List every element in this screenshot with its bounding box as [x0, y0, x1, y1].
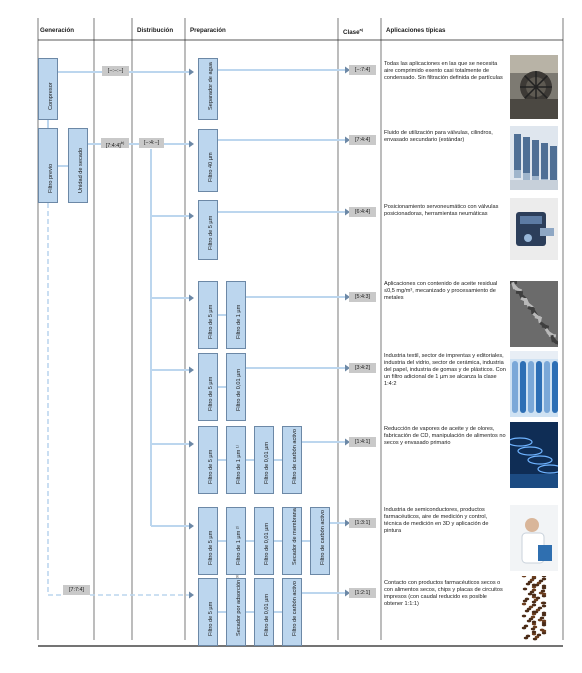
filter-box [254, 507, 274, 575]
filter-label: Filtro de 1 µm [236, 304, 242, 339]
class-tag-after-dryer [101, 138, 129, 148]
compresor-box [38, 58, 58, 120]
filter-label: Secador por adsorción ³⁾ [236, 574, 242, 636]
filter-box [282, 578, 302, 646]
application-photo [510, 576, 558, 642]
filter-box [226, 507, 246, 575]
header-clase-sup: a) [359, 27, 364, 32]
compresor-label: Compresor [48, 81, 54, 110]
filter-box [198, 578, 218, 646]
arrow-icon [189, 69, 194, 76]
application-text: Todas las aplicaciones en las que se necesita aire comprimido exento casi totalmente de condensado. Sin filtración definida de partículas [384, 61, 503, 82]
filter-box [226, 426, 246, 494]
application-text: Fluido de utilización para válvulas, cilindros, envasado secundario (estándar) [384, 130, 493, 144]
application-photo [510, 281, 558, 347]
filter-box [282, 507, 302, 575]
filter-box [282, 426, 302, 494]
filter-box [198, 129, 218, 192]
arrow-icon [189, 141, 194, 148]
header-applications: Aplicaciones típicas [386, 27, 446, 34]
header-preparation: Preparación [190, 27, 226, 34]
filter-box [198, 200, 218, 260]
class-tag-top: [−:−:−] [102, 66, 129, 76]
application-text: Aplicaciones con contenido de aceite residual ≤0,5 mg/m³, mecanizado y procesamiento de metales [384, 281, 498, 302]
class-tag: [5:4:3] [349, 292, 376, 302]
arrow-icon [189, 592, 194, 599]
class-tag: [6:4:4] [349, 207, 376, 217]
unidad-secado-label: Unidad de secado [78, 147, 84, 193]
filter-label: Filtro de 5 µm [208, 449, 214, 484]
filter-label: Filtro de 0,01 µm [264, 522, 270, 565]
filter-label: Filtro de carbón activo [320, 509, 326, 565]
filter-box [198, 426, 218, 494]
filter-label: Secador de membrana [292, 507, 298, 565]
filter-label: Filtro de 0,01 µm [236, 368, 242, 411]
filter-label: Filtro de 0,01 µm [264, 593, 270, 636]
application-photo [510, 55, 558, 119]
filter-label: Filtro 40 µm [208, 151, 214, 182]
application-photo [510, 351, 558, 417]
filter-label: Filtro de 1 µm ¹⁾ [236, 444, 242, 484]
filter-label: Filtro de 1 µm ²⁾ [236, 525, 242, 565]
filter-box [310, 507, 330, 575]
filtro-previo-box [38, 128, 58, 203]
filter-label: Separador de agua [208, 61, 214, 110]
class-tag-after-dryer-sup: b) [120, 140, 125, 145]
arrow-icon [189, 213, 194, 220]
class-tag: [−:7:4] [349, 65, 376, 75]
class-tag: [1:4:1] [349, 437, 376, 447]
filter-label: Filtro de 5 µm [208, 376, 214, 411]
application-text: Reducción de vapores de aceite y de olores, fabricación de CD, manipulación de alimentos no secos y envasado primario [384, 426, 506, 447]
header-distribution: Distribución [137, 27, 174, 34]
application-text: Industria de semiconductores, productos farmacéuticos, aire de medición y control, técnica de medición en 3D y aplicación de pintura [384, 507, 489, 535]
filter-box [226, 281, 246, 349]
filter-label: Filtro de 5 µm [208, 601, 214, 636]
arrow-icon [189, 367, 194, 374]
filter-label: Filtro de 0,01 µm [264, 441, 270, 484]
application-text: Industria textil, sector de imprentas y editoriales, industria del vidrio, sector de cerámica, industria del papel, industria de gomas y de plásticos. Con un filtro adicional de 1 µm se alcanza la clase 1:4:2 [384, 353, 506, 388]
filter-box [198, 58, 218, 120]
filter-label: Filtro de carbón activo [292, 580, 298, 636]
class-tag-dist: [−:4:−] [139, 138, 164, 148]
filter-label: Filtro de 5 µm [208, 530, 214, 565]
header-generation: Generación [40, 27, 75, 34]
filter-box [198, 353, 218, 421]
filter-box [226, 574, 246, 646]
arrow-icon [189, 523, 194, 530]
arrow-icon [189, 441, 194, 448]
filter-label: Filtro de 5 µm [208, 215, 214, 250]
class-tag: [1:2:1] [349, 588, 376, 598]
filter-box [198, 507, 218, 575]
class-tag: [3:4:2] [349, 363, 376, 373]
class-tag-bottom: [7:7:4] [63, 585, 90, 595]
filter-label: Filtro de carbón activo [292, 428, 298, 484]
application-photo [510, 422, 558, 488]
class-tag-after-dryer-text: [7:4:4] [105, 142, 121, 149]
header-clase [343, 27, 363, 36]
arrow-icon [189, 295, 194, 302]
application-photo [510, 198, 558, 260]
header-clase-text: Clase [343, 29, 360, 37]
class-tag: [1:3:1] [349, 518, 376, 528]
application-photo [510, 126, 558, 190]
filter-box [226, 353, 246, 421]
application-text: Posicionamiento servoneumático con válvulas posicionadoras, herramientas neumáticas [384, 204, 499, 218]
filter-box [254, 578, 274, 646]
application-photo [510, 505, 558, 571]
class-tag: [7:4:4] [349, 135, 376, 145]
application-text: Contacto con productos farmacéuticos secos o con alimentos secos, chips y placas de circuitos impresos (con caudal reducido es posible obtener 1:1:1) [384, 580, 503, 608]
filtro-previo-label: Filtro previo [48, 163, 54, 193]
filter-box [254, 426, 274, 494]
filter-box [198, 281, 218, 349]
filter-label: Filtro de 5 µm [208, 304, 214, 339]
unidad-secado-box [68, 128, 88, 203]
